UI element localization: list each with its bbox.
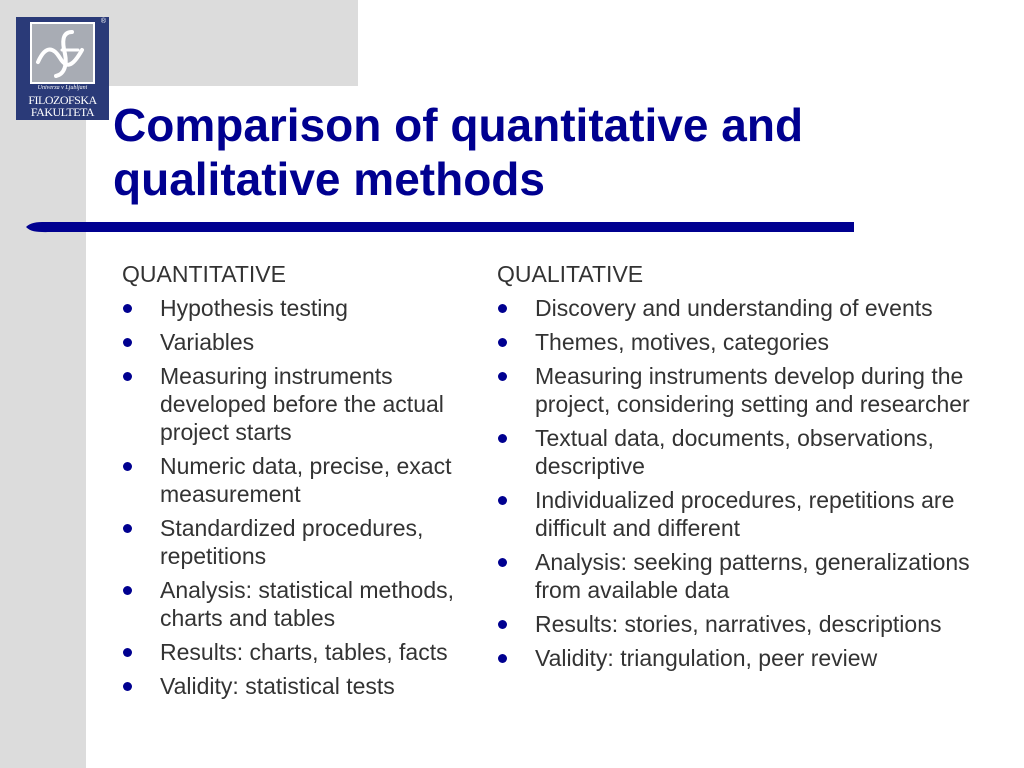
qualitative-list-item: Discovery and understanding of events [497, 294, 997, 322]
qualitative-list-item: Analysis: seeking patterns, generalizations from available data [497, 548, 997, 604]
slide-title-line2: qualitative methods [113, 153, 545, 205]
registered-mark: ® [100, 18, 106, 25]
logo-emblem-icon [30, 22, 95, 84]
qualitative-list-item: Validity: triangulation, peer review [497, 644, 997, 672]
quantitative-heading: QUANTITATIVE [122, 261, 286, 287]
quantitative-list [122, 294, 482, 700]
quantitative-list-item: Analysis: statistical methods, charts and tables [122, 576, 482, 632]
qualitative-column [497, 260, 997, 678]
logo-university-text: Univerza v Ljubljani [37, 85, 88, 91]
quantitative-list-item: Variables [122, 328, 482, 356]
faculty-logo [16, 17, 109, 120]
slide-title [113, 98, 993, 206]
quantitative-list-item: Hypothesis testing [122, 294, 482, 322]
qualitative-list-item: Textual data, documents, observations, descriptive [497, 424, 997, 480]
qualitative-heading: QUALITATIVE [497, 261, 644, 287]
qualitative-list-item: Measuring instruments develop during the project, considering setting and researcher [497, 362, 997, 418]
logo-faculty-line2: FAKULTETA [30, 105, 95, 119]
quantitative-list-item: Standardized procedures, repetitions [122, 514, 482, 570]
qualitative-list [497, 294, 997, 672]
title-underline [26, 220, 856, 234]
quantitative-list-item: Numeric data, precise, exact measurement [122, 452, 482, 508]
slide-title-line1: Comparison of quantitative and [113, 99, 804, 151]
qualitative-list-item: Results: stories, narratives, descriptions [497, 610, 997, 638]
quantitative-list-item: Validity: statistical tests [122, 672, 482, 700]
quantitative-column [122, 260, 482, 706]
qualitative-list-item: Individualized procedures, repetitions are difficult and different [497, 486, 997, 542]
logo-faculty-line1: FILOZOFSKA [28, 93, 97, 107]
quantitative-list-item: Measuring instruments developed before the actual project starts [122, 362, 482, 446]
qualitative-list-item: Themes, motives, categories [497, 328, 997, 356]
quantitative-list-item: Results: charts, tables, facts [122, 638, 482, 666]
